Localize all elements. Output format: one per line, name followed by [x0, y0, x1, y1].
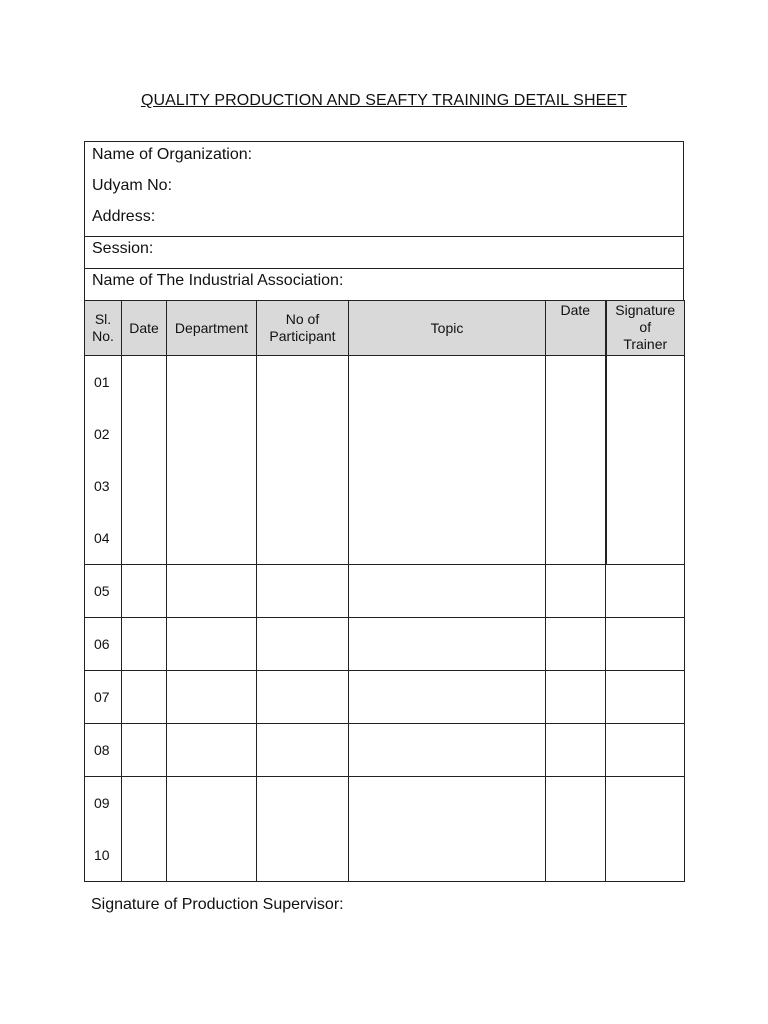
date-2-cell[interactable] — [546, 671, 606, 724]
date-2-cell[interactable] — [546, 565, 606, 618]
department-cell[interactable] — [167, 671, 257, 724]
table-row — [85, 724, 685, 777]
sl-no-cell — [85, 565, 122, 618]
signature-cell[interactable] — [606, 565, 685, 618]
sl-no-cell — [85, 671, 122, 724]
department-cell[interactable] — [167, 724, 257, 777]
organization-row — [85, 142, 683, 174]
participant-cell[interactable] — [257, 671, 349, 724]
topic-cell[interactable] — [349, 356, 546, 565]
date-cell[interactable] — [122, 671, 167, 724]
header-no-of-participant: No of Participant — [257, 301, 349, 356]
header-sl-no: Sl. No. — [85, 301, 122, 356]
row-number: 01 — [94, 374, 110, 390]
row-number: 04 — [94, 530, 110, 546]
department-cell[interactable] — [167, 356, 257, 565]
address-label: Address: — [92, 208, 156, 225]
table-row-group-1 — [85, 356, 685, 565]
participant-cell[interactable] — [257, 356, 349, 565]
topic-cell[interactable] — [349, 777, 546, 882]
sl-no-cell — [85, 618, 122, 671]
udyam-row — [85, 174, 683, 205]
row-number: 07 — [94, 689, 110, 705]
table-header-row — [85, 301, 685, 356]
association-label: Name of The Industrial Association: — [92, 272, 344, 289]
page-title: QUALITY PRODUCTION AND SEAFTY TRAINING DETAIL SHEET — [140, 92, 628, 109]
row-number: 02 — [94, 426, 110, 442]
header-department: Department — [167, 301, 257, 356]
organization-info-box — [84, 141, 684, 301]
department-cell[interactable] — [167, 777, 257, 882]
signature-cell[interactable] — [606, 356, 685, 565]
topic-cell[interactable] — [349, 618, 546, 671]
header-signature-of-trainer: Signature of Trainer — [606, 301, 685, 356]
topic-cell[interactable] — [349, 724, 546, 777]
row-number: 05 — [94, 583, 110, 599]
topic-cell[interactable] — [349, 671, 546, 724]
header-date-2: Date — [546, 301, 606, 356]
date-cell[interactable] — [122, 356, 167, 565]
participant-cell[interactable] — [257, 777, 349, 882]
supervisor-signature-label: Signature of Production Supervisor: — [91, 896, 344, 913]
signature-cell[interactable] — [606, 671, 685, 724]
header-topic: Topic — [349, 301, 546, 356]
participant-cell[interactable] — [257, 565, 349, 618]
table-row — [85, 565, 685, 618]
row-number: 06 — [94, 636, 110, 652]
date-cell[interactable] — [122, 777, 167, 882]
row-number: 10 — [94, 847, 110, 863]
sl-no-cell-group-1 — [85, 356, 122, 565]
session-row — [85, 237, 683, 269]
date-2-cell[interactable] — [546, 618, 606, 671]
header-date: Date — [122, 301, 167, 356]
table-row — [85, 618, 685, 671]
date-2-cell[interactable] — [546, 724, 606, 777]
training-table — [84, 300, 685, 882]
organization-label: Name of Organization: — [92, 146, 253, 163]
sl-no-cell — [85, 724, 122, 777]
topic-cell[interactable] — [349, 565, 546, 618]
date-cell[interactable] — [122, 565, 167, 618]
table-row-group-2 — [85, 777, 685, 882]
signature-cell[interactable] — [606, 777, 685, 882]
table-row — [85, 671, 685, 724]
signature-cell[interactable] — [606, 724, 685, 777]
row-number: 09 — [94, 795, 110, 811]
sl-no-cell-group-2 — [85, 777, 122, 882]
association-row — [85, 269, 683, 301]
date-cell[interactable] — [122, 724, 167, 777]
participant-cell[interactable] — [257, 618, 349, 671]
date-2-cell[interactable] — [546, 777, 606, 882]
session-label: Session: — [92, 240, 154, 257]
udyam-label: Udyam No: — [92, 177, 173, 194]
department-cell[interactable] — [167, 618, 257, 671]
date-cell[interactable] — [122, 618, 167, 671]
participant-cell[interactable] — [257, 724, 349, 777]
signature-cell[interactable] — [606, 618, 685, 671]
row-number: 08 — [94, 742, 110, 758]
department-cell[interactable] — [167, 565, 257, 618]
address-row — [85, 205, 683, 237]
date-2-cell[interactable] — [546, 356, 606, 565]
row-number: 03 — [94, 478, 110, 494]
